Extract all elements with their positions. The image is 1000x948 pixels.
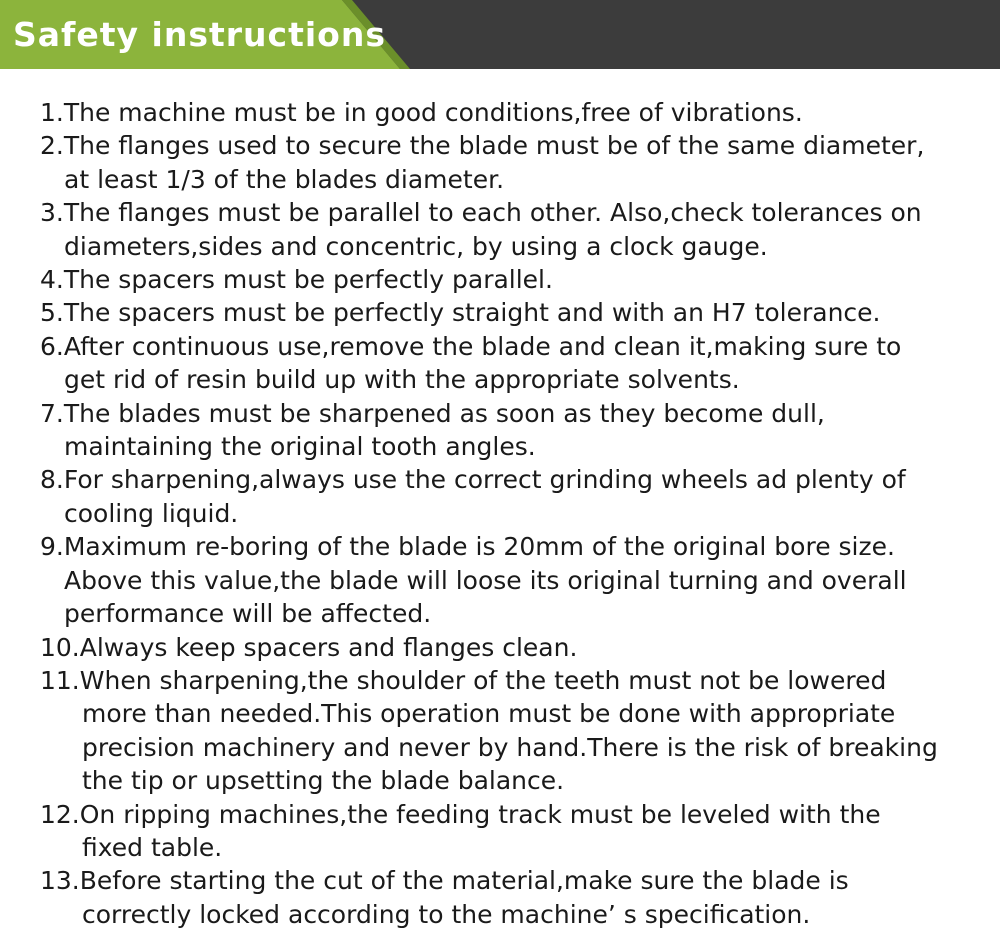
instruction-item-13 [40, 864, 990, 931]
instruction-line: 11.When sharpening,the shoulder of the teeth must not be lowered [40, 665, 887, 695]
instruction-line: diameters,sides and concentric, by using a clock gauge. [64, 231, 768, 261]
instruction-item-10 [40, 631, 990, 664]
instruction-line: 6.After continuous use,remove the blade and clean it,making sure to [40, 331, 902, 361]
instruction-line: 5.The spacers must be perfectly straight and with an H7 tolerance. [40, 298, 881, 328]
instruction-line: more than needed.This operation must be done with appropriate [82, 699, 896, 729]
instruction-item-8 [40, 463, 990, 530]
instruction-line: 7.The blades must be sharpened as soon as they become dull, [40, 398, 825, 428]
instruction-line: precision machinery and never by hand.There is the risk of breaking [82, 732, 938, 762]
instruction-item-9 [40, 530, 990, 630]
instruction-item-3 [40, 196, 990, 263]
header-banner [0, 0, 1000, 69]
instruction-line: fixed table. [82, 832, 223, 862]
instruction-item-5 [40, 296, 990, 329]
instruction-line: the tip or upsetting the blade balance. [82, 766, 565, 796]
instruction-item-6 [40, 330, 990, 397]
instruction-line: 4.The spacers must be perfectly parallel. [40, 265, 553, 295]
instruction-item-11 [40, 664, 990, 798]
instruction-line: performance will be affected. [64, 599, 432, 629]
instruction-line: 1.The machine must be in good conditions,free of vibrations. [40, 98, 803, 127]
page-title: Safety instructions [13, 15, 386, 54]
instruction-list [40, 96, 990, 931]
instruction-line: get rid of resin build up with the appropriate solvents. [64, 365, 740, 395]
instruction-line: at least 1/3 of the blades diameter. [64, 164, 505, 194]
instruction-line: 8.For sharpening,always use the correct grinding wheels ad plenty of [40, 465, 906, 495]
instruction-item-1 [40, 96, 990, 129]
instruction-line: 10.Always keep spacers and flanges clean. [40, 632, 578, 662]
instruction-line: maintaining the original tooth angles. [64, 432, 536, 462]
instruction-line: 12.On ripping machines,the feeding track must be leveled with the [40, 799, 881, 829]
instruction-line: Above this value,the blade will loose its original turning and overall [64, 565, 907, 595]
instruction-line: correctly locked according to the machine’ s specification. [82, 899, 811, 929]
instruction-item-7 [40, 397, 990, 464]
instruction-line: 3.The flanges must be parallel to each other. Also,check tolerances on [40, 198, 922, 228]
instruction-item-12 [40, 798, 990, 865]
instruction-line: 9.Maximum re-boring of the blade is 20mm of the original bore size. [40, 532, 895, 562]
instruction-line: 13.Before starting the cut of the material,make sure the blade is [40, 866, 849, 896]
instruction-item-4 [40, 263, 990, 296]
instruction-line: 2.The flanges used to secure the blade must be of the same diameter, [40, 131, 925, 161]
instruction-item-2 [40, 129, 990, 196]
instruction-line: cooling liquid. [64, 498, 239, 528]
